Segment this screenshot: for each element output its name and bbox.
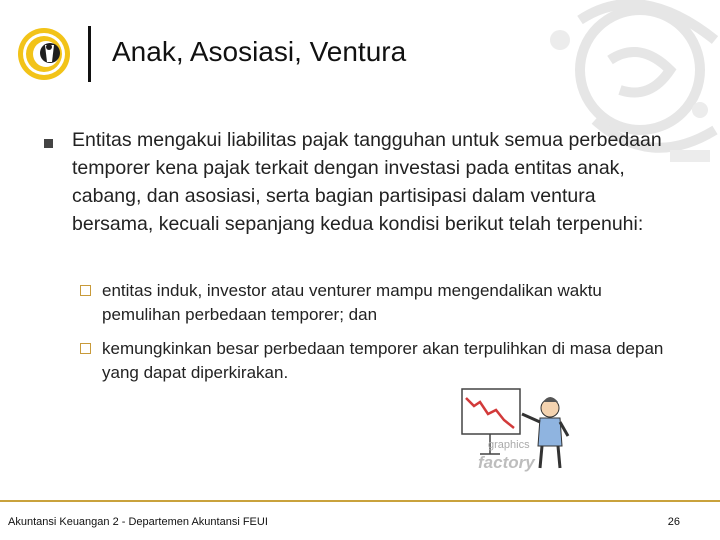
sub-point-text: entitas induk, investor atau venturer mampu mengendalikan waktu pemulihan perbedaan temporer; dan [102,281,602,324]
university-logo-icon [14,24,76,84]
slide-title: Anak, Asosiasi, Ventura [112,36,407,67]
presenter-clipart [450,384,590,474]
checkbox-bullet-icon [80,343,91,354]
clipart-caption: graphics [488,439,530,451]
clipart-caption: factory [478,453,535,472]
sub-point [72,337,672,385]
checkbox-bullet-icon [80,285,91,296]
footer-divider [0,500,720,502]
square-bullet-icon [44,139,53,148]
sub-point [72,279,672,327]
title-divider [88,26,91,82]
sub-point-text: kemungkinkan besar perbedaan temporer akan terpulihkan di masa depan yang dapat diperkirakan. [102,339,664,382]
main-point: Entitas mengakui liabilitas pajak tangguhan untuk semua perbedaan temporer kena pajak terkait dengan investasi pada entitas anak, cabang, dan asosiasi, serta bagian partisipasi dalam ventura bersama, kecuali sepanjang kedua kondisi berikut telah terpenuhi: [72,129,662,235]
page-number: 26 [667,516,680,528]
footer-text: Akuntansi Keuangan 2 - Departemen Akuntansi FEUI [8,516,268,528]
